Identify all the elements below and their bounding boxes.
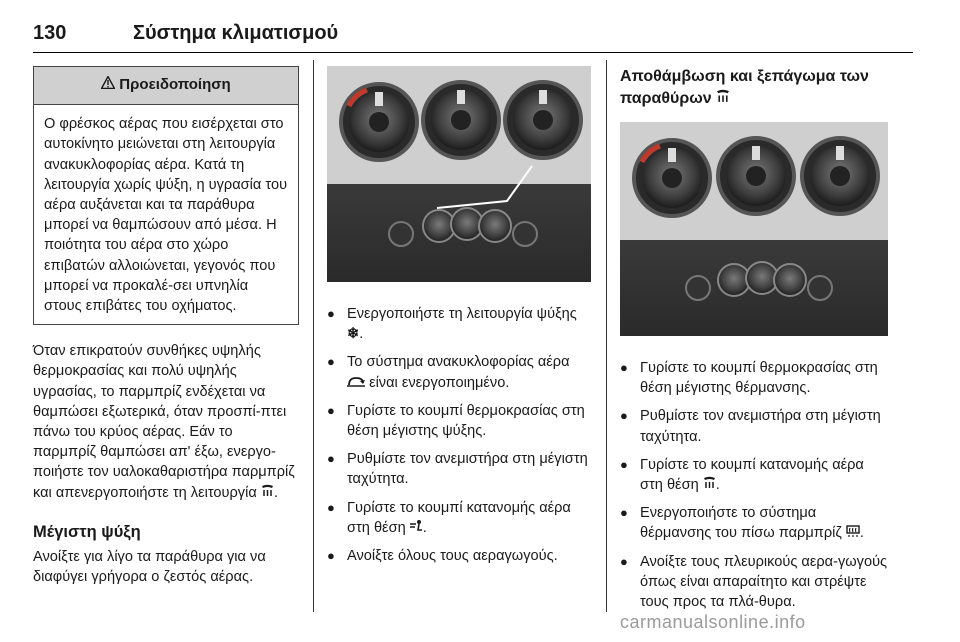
instruction-list bbox=[620, 358, 888, 612]
column-3 bbox=[620, 62, 888, 620]
section-heading-defog: Αποθάμβωση και ξεπάγωμα των παραθύρων bbox=[620, 66, 888, 110]
header-rule bbox=[33, 52, 913, 53]
warning-triangle-icon bbox=[101, 75, 115, 95]
list-item: ● Ενεργοποιήστε τη λειτουργία ψύξης ❄. bbox=[327, 304, 591, 344]
rear-window-heating-icon bbox=[846, 523, 860, 543]
list-item: ● Ρυθμίστε τον ανεμιστήρα στη μέγιστη ταχύτητα. bbox=[327, 449, 591, 489]
warning-heading bbox=[34, 67, 298, 105]
snowflake-icon: ❄ bbox=[347, 326, 360, 343]
windscreen-airflow-icon bbox=[703, 475, 716, 495]
climate-control-panel-photo bbox=[327, 66, 591, 282]
watermark: carmanualsonline.info bbox=[620, 612, 806, 632]
column-divider bbox=[313, 60, 314, 612]
windscreen-airflow-icon bbox=[716, 88, 730, 110]
warning-heading-text: Προειδοποίηση bbox=[119, 76, 231, 93]
recirculation-icon bbox=[347, 373, 365, 393]
section-text: Ανοίξτε για λίγο τα παράθυρα για να διαφύγει γρήγορα ο ζεστός αέρας. bbox=[33, 548, 266, 586]
list-item: ● Γυρίστε το κουμπί θερμοκρασίας στη θέση μέγιστης ψύξης. bbox=[327, 401, 591, 441]
list-item: ● Ανοίξτε όλους τους αεραγωγούς. bbox=[327, 546, 591, 566]
list-item: ● Γυρίστε το κουμπί κατανομής αέρα στη θέση . bbox=[327, 498, 591, 538]
list-item: ● Γυρίστε το κουμπί θερμοκρασίας στη θέση μέγιστης θέρμανσης. bbox=[620, 358, 888, 398]
warning-box bbox=[33, 66, 299, 325]
list-item: ● Το σύστημα ανακυκλοφορίας αέρα είναι ενεργοποιημένο. bbox=[327, 352, 591, 392]
list-item: ● Ενεργοποιήστε το σύστημα θέρμανσης του πίσω παρμπρίζ . bbox=[620, 503, 888, 543]
list-item: ● Ανοίξτε τους πλευρικούς αερα-γωγούς όπως είναι απαραίτητο και στρέψτε τους προς τα πλά-θυρα. bbox=[620, 552, 888, 613]
instruction-list bbox=[327, 304, 591, 566]
windscreen-airflow-icon bbox=[261, 483, 274, 503]
page-number: 130 bbox=[33, 22, 67, 44]
column-2 bbox=[327, 62, 591, 574]
warning-text: Ο φρέσκος αέρας που εισέρχεται στο αυτοκίνητο μειώνεται στη λειτουργία ανακυκλοφορίας αέρα. Κατά τη λειτουργία χωρίς ψύξη, η υγρασία του αέρα αυξάνεται και τα παράθυρα μπορεί να θαμπώσουν από μέσα. Η ποιότητα του αέρα στο χώρο επιβατών αλλοιώνεται, γεγονός που μπορεί να προκαλέ-σει υπνηλία στους επιβάτες του οχήματος. bbox=[44, 116, 288, 315]
list-item: ● Γυρίστε το κουμπί κατανομής αέρα στη θέση . bbox=[620, 455, 888, 495]
climate-control-panel-photo bbox=[620, 122, 888, 336]
paragraph-text: Όταν επικρατούν συνθήκες υψηλής θερμοκρασίας και πολύ υψηλής υγρασίας, το παρμπρίζ ενδέχεται να θαμπώσει εξωτερικά, όταν προσπί-πτει πάνω του κρύος αέρας. Εάν το παρμπρίζ θαμπώσει απ' έξω, ενεργο-ποιήστε τον υαλοκαθαριστήρα παρμπρίζ και απενεργοποιήστε τη λειτουργία bbox=[33, 343, 295, 501]
page-header bbox=[33, 22, 913, 54]
column-divider bbox=[606, 60, 607, 612]
list-item: ● Ρυθμίστε τον ανεμιστήρα στη μέγιστη ταχύτητα. bbox=[620, 406, 888, 446]
section-heading-max-cooling: Μέγιστη ψύξη bbox=[33, 522, 141, 541]
column-1 bbox=[33, 62, 299, 587]
paragraph: Όταν επικρατούν συνθήκες υψηλής θερμοκρασίας και πολύ υψηλής υγρασίας, το παρμπρίζ ενδέχεται να θαμπώσει εξωτερικά, όταν προσπί-πτει πάνω του κρύος αέρας. Εάν το παρμπρίζ θαμπώσει απ' έξω, ενεργο-ποιήστε τον υαλοκαθαριστήρα παρμπρίζ και απενεργοποιήστε τη λειτουργία . bbox=[33, 341, 299, 503]
face-airflow-icon bbox=[410, 518, 423, 538]
page-title: Σύστημα κλιματισμού bbox=[133, 22, 339, 44]
